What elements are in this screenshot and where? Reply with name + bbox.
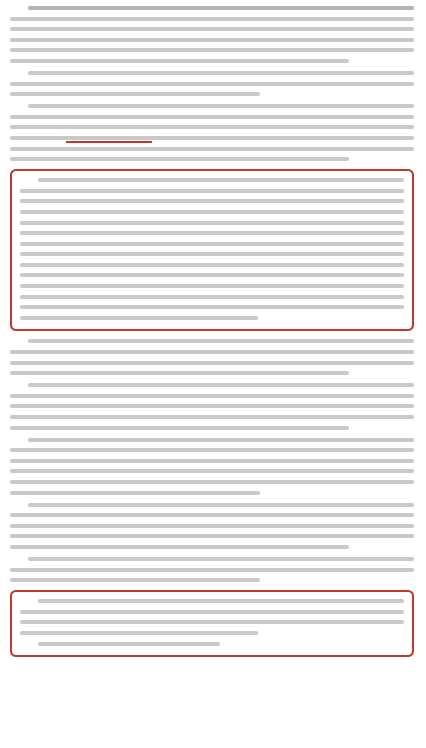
paragraph-3 <box>10 104 414 161</box>
paragraph-4 <box>10 339 414 375</box>
paragraph-8 <box>10 557 414 582</box>
paragraph-1 <box>10 6 414 63</box>
highlight-box-1 <box>10 169 414 331</box>
paragraph-2 <box>10 71 414 96</box>
highlight-box-2 <box>10 590 414 657</box>
paragraph-7 <box>10 503 414 549</box>
paragraph-6 <box>10 438 414 495</box>
red-underline-mark <box>66 141 152 143</box>
paragraph-5 <box>10 383 414 429</box>
